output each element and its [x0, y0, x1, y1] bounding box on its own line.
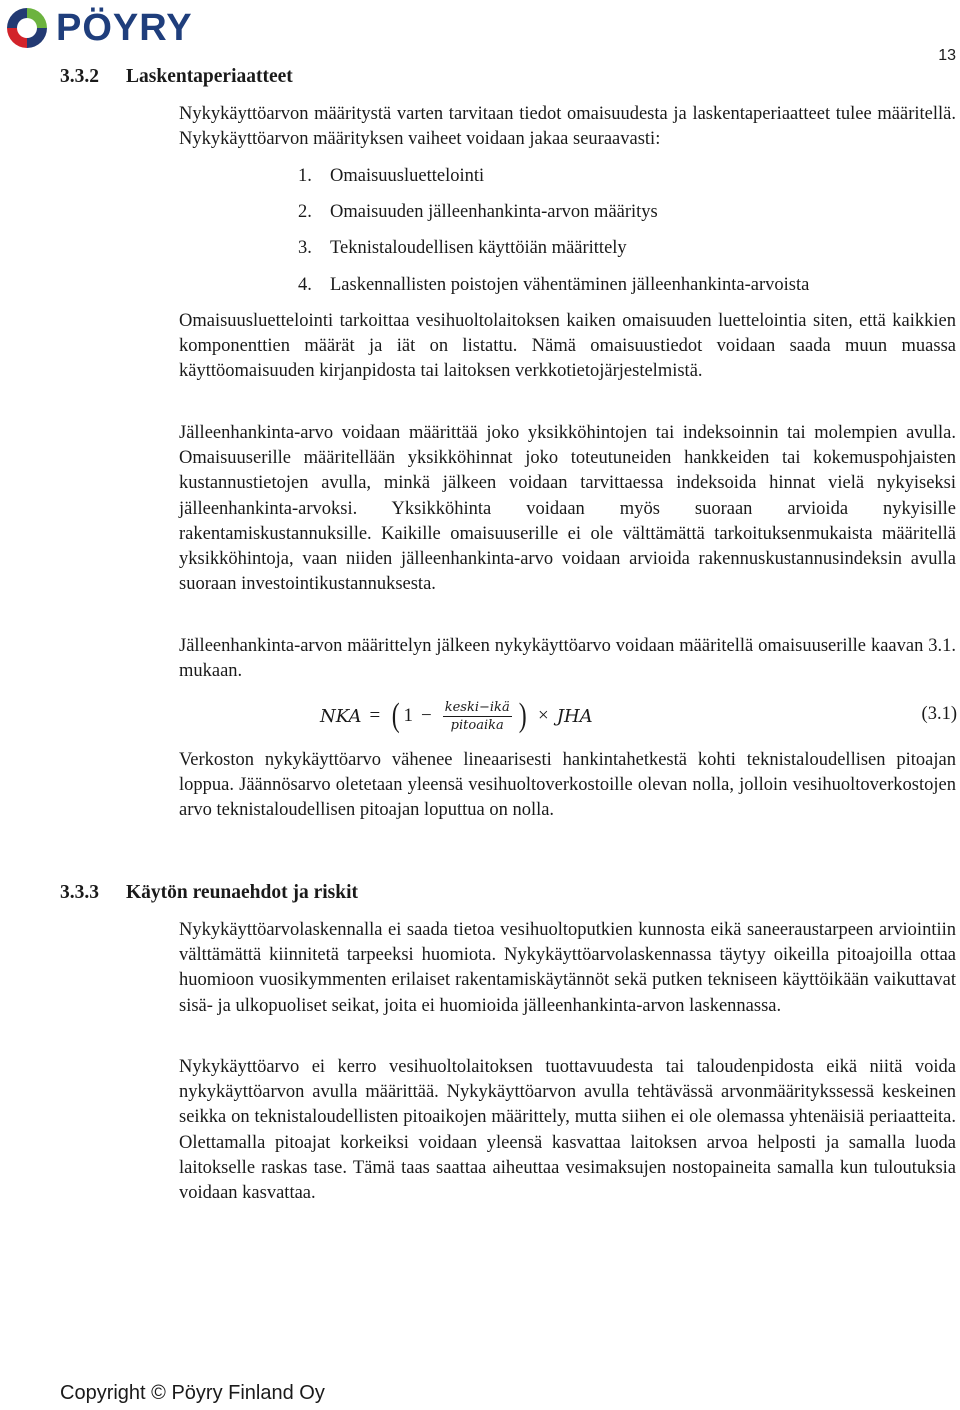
formula-equals: = [369, 705, 381, 726]
paragraph-verkoston: Verkoston nykykäyttöarvo vähenee lineaarisesti hankintahetkestä kohti teknistaloudellisen pitoajan loppua. Jäännösarvo oletetaan yleensä vesihuoltoverkostoille olevan nolla, jolloin vesihuoltoverkostojen arvo teknistaloudellisen pitoajan loputtua on nolla. [179, 750, 956, 821]
section-title: Laskentaperiaatteet [126, 66, 293, 87]
intro-paragraph: Nykykäyttöarvon määritystä varten tarvitaan tiedot omaisuudesta ja laskentaperiaatteet tulee määritellä. Nykykäyttöarvon määrityksen vaiheet voidaan jakaa seuraavasti: [179, 104, 956, 150]
formula-paren-close: ) [518, 697, 527, 734]
list-item: 3. Teknistaloudellisen käyttöiän määrittely [298, 238, 627, 259]
formula-fraction [443, 700, 512, 733]
poyry-logo [4, 4, 193, 52]
formula-one: 1 [403, 705, 414, 726]
formula-rhs: JHA [556, 705, 593, 727]
formula-nka [320, 694, 593, 738]
steps-list [298, 158, 809, 303]
section-number: 3.3.3 [60, 882, 99, 903]
copyright-footer: Copyright © Pöyry Finland Oy [60, 1382, 325, 1404]
section-heading-laskentaperiaatteet [60, 66, 293, 88]
equation-number: (3.1) [921, 704, 957, 724]
formula-lhs: NKA [320, 705, 362, 727]
formula-times: × [538, 705, 549, 726]
section-title: Käytön reunaehdot ja riskit [126, 882, 359, 903]
paragraph-riskit-2: Nykykäyttöarvo ei kerro vesihuoltolaitoksen tuottavuudesta tai taloudenpidosta eikä niitä voida nykykäyttöarvon avulla määrittää. Nykykäyttöarvon avulla tehtävässä arvonmääritykssessä keskeinen seikka on teknistaloudellisten pitoaikojen määrittely, mutta siihen ei ole olemassa yhtenäisiä periaatteita. Olettamalla pitoajat korkeiksi voidaan yleensä kasvattaa laitoksen arvoa helposti ja samalla luoda laitokselle raskas tase. Tämä taas saattaa aiheuttaa vesimaksujen nostopaineita samalla kun tuloutuksia voidaan kasvattaa. [179, 1057, 956, 1204]
list-item: 4. Laskennallisten poistojen vähentäminen jälleenhankinta-arvoista [298, 274, 810, 295]
logo-wordmark: PÖYRY [56, 7, 193, 49]
paragraph-jalleenhankinta: Jälleenhankinta-arvo voidaan määrittää joko yksikköhintojen tai indeksoinnin tai molempien avulla. Omaisuuserille määritellään yksikköhinnat joko toteutuneiden hankkeiden tai kokemuspohjaisten kustannustietojen avulla, minkä jälkeen voidaan tarvittaessa indeksoida hinnat vielä nykyiseksi jälleenhankinta-arvoksi. Yksikköhinta voidaan myös suoraan arvioida nykyisille rakentamiskustannuksille. Kaikille omaisuuserille ei ole välttämättä tarkoituksenmukaista määritellä yksikköhintoja, vaan niiden jälleenhankinta-arvo voidaan arvioida rakennuskustannusindeksin avulla suoraan investointikustannuksesta. [179, 423, 956, 595]
section-number: 3.3.2 [60, 66, 99, 87]
formula-minus: − [421, 705, 432, 726]
list-item: 1. Omaisuusluettelointi [298, 166, 485, 186]
paragraph-riskit-1: Nykykäyttöarvolaskennalla ei saada tietoa vesihuoltoputkien kunnosta eikä saneeraustarpeen arviointiin välttämättä kiinnitetä tarpeeksi huomiota. Nykykäyttöarvolaskennassa täytyy oikeilla pitoajoilla ottaa huomioon vuosikymmenten erilaiset rakentamiskäytännöt sekä putken tekniseen käyttöikään vaikuttavat sisä- ja ulkopuoliset seikat, joita ei huomioida jälleenhankinta-arvon laskennassa. [179, 920, 956, 1016]
poyry-logo-icon [4, 5, 50, 51]
page-number: 13 [938, 47, 956, 64]
paragraph-kaava-intro: Jälleenhankinta-arvon määrittelyn jälkeen nykykäyttöarvo voidaan määritellä omaisuuserille kaavan 3.1. mukaan. [179, 636, 956, 682]
formula-numerator: keski−ikä [444, 699, 510, 715]
formula-paren-open: ( [391, 697, 400, 734]
formula-denominator: pitoaika [450, 717, 504, 733]
list-item: 2. Omaisuuden jälleenhankinta-arvon määritys [298, 202, 658, 223]
section-heading-reunaehdot [60, 882, 358, 904]
paragraph-omaisuusluettelointi: Omaisuusluettelointi tarkoittaa vesihuoltolaitoksen kaiken omaisuuden luettelointia siten, että kaikkien komponenttien määrät ja iät on listattu. Nämä omaisuustiedot voidaan saada muun muassa käyttöomaisuuden kirjanpidosta tai laitoksen verkkotietojärjestelmistä. [179, 311, 956, 382]
